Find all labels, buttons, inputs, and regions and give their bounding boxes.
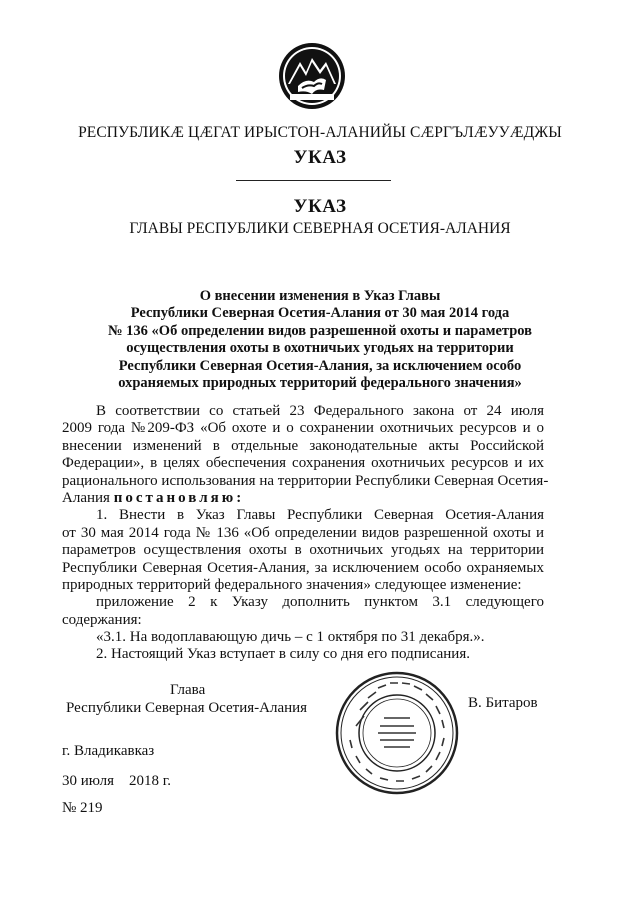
title-line: О внесении изменения в Указ Главы <box>199 288 441 304</box>
body-line: содержания: <box>62 611 142 628</box>
body-line: 2. Настоящий Указ вступает в силу со дня его подписания. <box>96 646 470 663</box>
title-line: Республики Северная Осетия-Алания от 30 мая 2014 года <box>130 305 510 322</box>
body-line: Федерации», в целях обеспечения сохранения охотничьих ресурсов и их <box>62 455 544 472</box>
body-line: В соответствии со статьей 23 Федерального закона от 24 июля <box>96 403 544 419</box>
body-line <box>62 490 544 507</box>
ukaz-heading-ossetian: УКАЗ <box>293 147 347 168</box>
body-line: параметров осуществления охоты в охотничьих угодьях на территории <box>62 542 544 559</box>
body-line: Республики Северная Осетия-Алания, за исключением особо охраняемых <box>62 559 544 576</box>
body-line: внесении изменений в отдельные законодательные акты Российской <box>62 437 544 454</box>
body-line: 2009 года №209-ФЗ «Об охоте и о сохранении охотничьих ресурсов и о <box>62 420 544 437</box>
header-ossetian: РЕСПУБЛИКÆ ЦÆГАТ ИРЫСТОН-АЛАНИЙЫ СÆРГЪЛÆУУÆДЖЫ <box>78 124 562 141</box>
body-line: 1. Внести в Указ Главы Республики Северная Осетия-Алания <box>96 507 544 524</box>
title-line: Республики Северная Осетия-Алания, за исключением особо <box>118 357 522 374</box>
coat-of-arms-emblem <box>276 40 348 112</box>
body-line: от 30 мая 2014 года № 136 «Об определении видов разрешенной охоты и <box>62 524 544 541</box>
signature-title-full: Республики Северная Осетия-Алания <box>66 700 308 716</box>
decree-number: № 219 <box>62 800 103 816</box>
title-line: осуществления охоты в охотничьих угодьях на территории <box>126 340 514 357</box>
header-russian: ГЛАВЫ РЕСПУБЛИКИ СЕВЕРНАЯ ОСЕТИЯ-АЛАНИЯ <box>129 220 511 237</box>
body-line: природных территорий федерального значения» следующее изменение: <box>62 576 522 593</box>
signatory-name: В. Битаров <box>468 695 538 711</box>
body-line: рационального использования на территории Республики Северная Осетия- <box>62 472 549 489</box>
postanovlyayu-word: постановляю: <box>113 489 245 506</box>
body-text: Алания <box>62 489 114 506</box>
signature-title: Глава <box>170 682 206 698</box>
divider-line <box>236 180 391 181</box>
body-line: приложение 2 к Указу дополнить пунктом 3.1 следующего <box>96 594 544 611</box>
issue-city: г. Владикавказ <box>62 743 155 759</box>
official-stamp <box>334 670 460 796</box>
issue-date: 30 июля 2018 г. <box>62 773 171 789</box>
decree-body <box>62 403 549 664</box>
title-line: № 136 «Об определении видов разрешенной охоты и параметров <box>107 322 533 339</box>
ukaz-heading-russian: УКАЗ <box>293 196 347 217</box>
body-line: «3.1. На водоплавающую дичь – с 1 октября по 31 декабря.». <box>96 629 485 646</box>
decree-title <box>80 288 560 392</box>
title-line: охраняемых природных территорий федерального значения» <box>118 375 522 392</box>
